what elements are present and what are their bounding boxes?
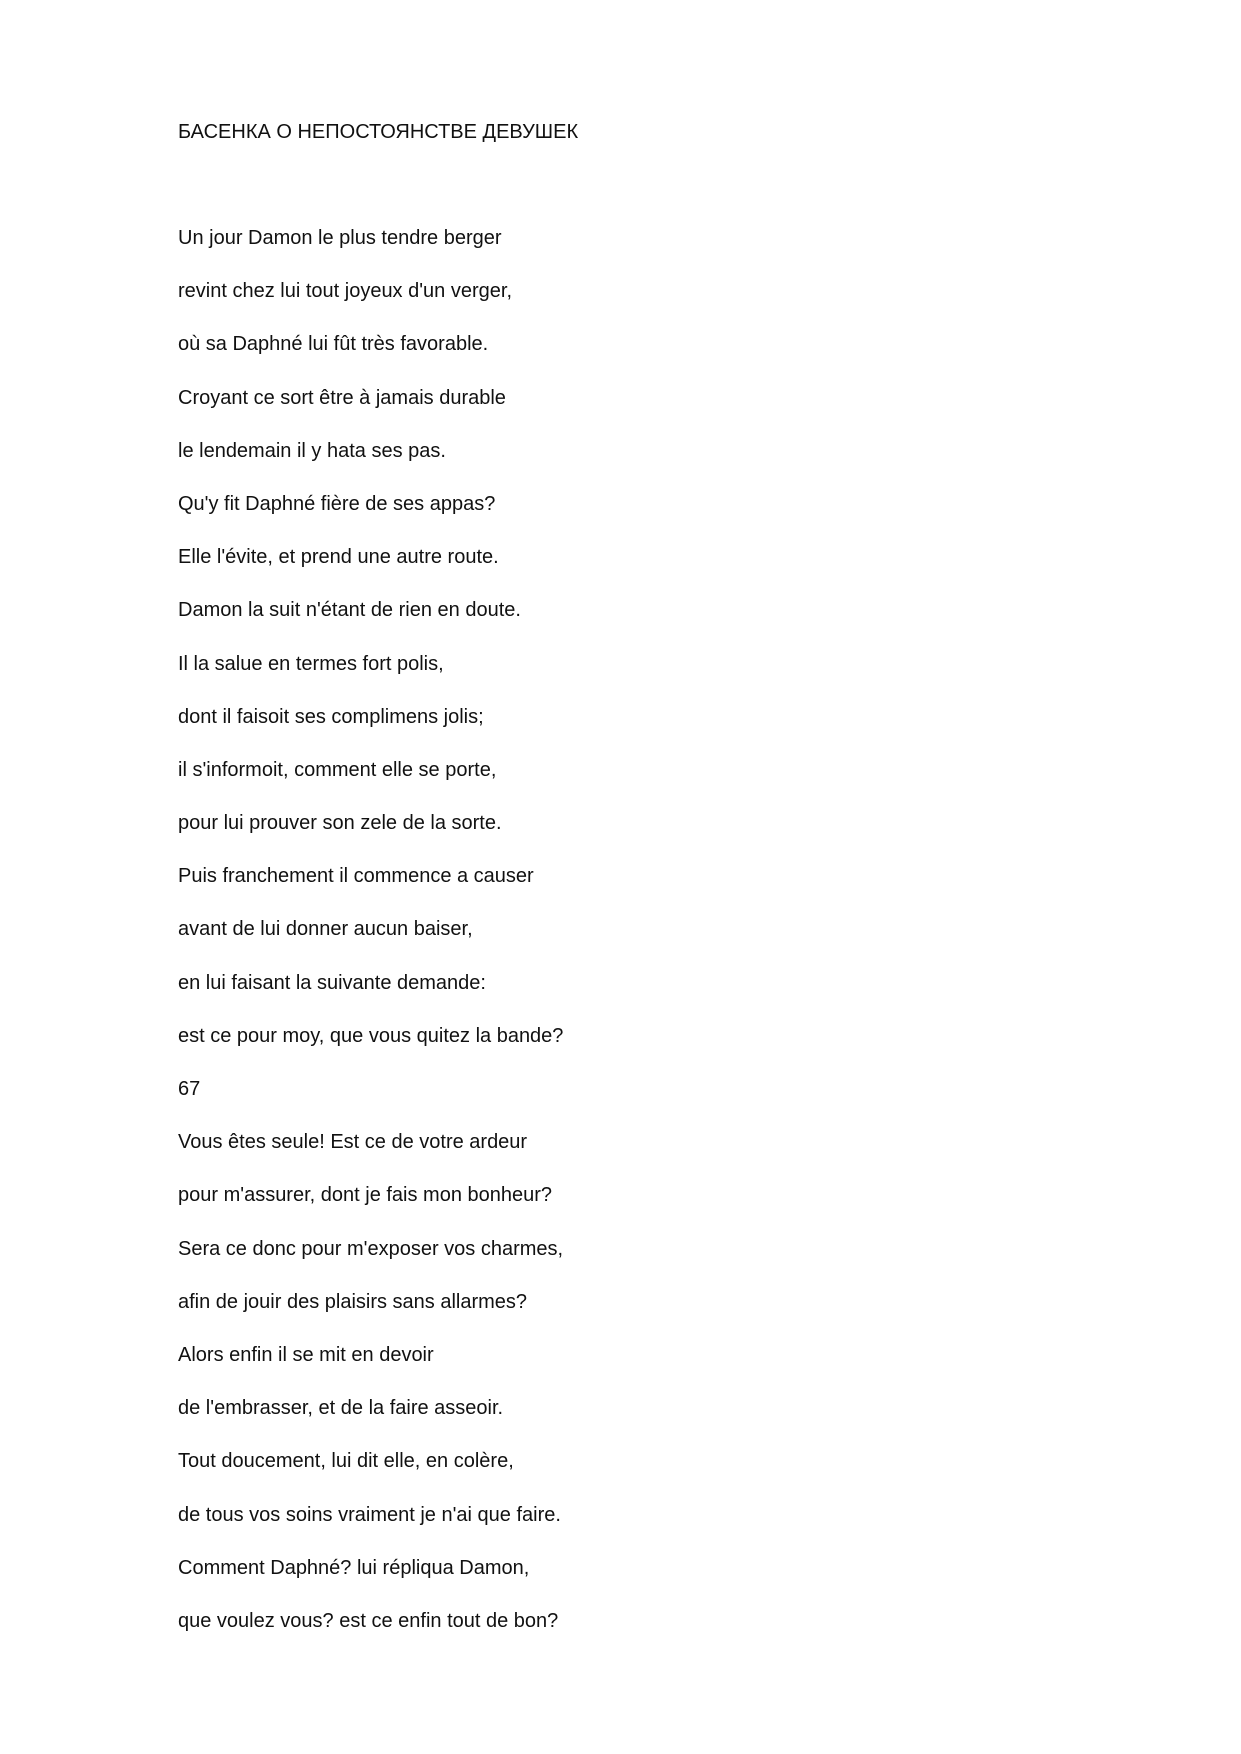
poem-line: Damon la suit n'étant de rien en doute. (178, 599, 521, 622)
poem-title: БАСЕНКА О НЕПОСТОЯНСТВЕ ДЕВУШЕК (178, 121, 579, 143)
poem-line: Un jour Damon le plus tendre berger (178, 227, 502, 249)
poem-line: de l'embrasser, et de la faire asseoir. (178, 1397, 504, 1420)
poem-line: où sa Daphné lui fût très favorable. (178, 333, 489, 356)
poem-line: revint chez lui tout joyeux d'un verger, (178, 280, 513, 303)
poem-line: avant de lui donner aucun baiser, (178, 918, 473, 941)
poem-line: Il la salue en termes fort polis, (178, 652, 444, 675)
poem-line: le lendemain il y hata ses pas. (178, 439, 446, 462)
poem-body (178, 224, 563, 1660)
poem-line: Elle l'évite, et prend une autre route. (178, 546, 499, 569)
poem-line: Alors enfin il se mit en devoir (178, 1343, 434, 1366)
poem-line: Tout doucement, lui dit elle, en colère, (178, 1450, 514, 1473)
poem-line: il s'informoit, comment elle se porte, (178, 758, 497, 781)
poem-line: Sera ce donc pour m'exposer vos charmes, (178, 1237, 564, 1260)
poem-line: Comment Daphné? lui répliqua Damon, (178, 1556, 530, 1579)
poem-line: est ce pour moy, que vous quitez la bande? (178, 1024, 564, 1047)
poem-line: que voulez vous? est ce enfin tout de bon? (178, 1609, 559, 1632)
poem-line: pour m'assurer, dont je fais mon bonheur? (178, 1184, 553, 1207)
poem-line: pour lui prouver son zele de la sorte. (178, 812, 502, 835)
poem-line: de tous vos soins vraiment je n'ai que faire. (178, 1503, 561, 1526)
poem-line: Vous êtes seule! Est ce de votre ardeur (178, 1131, 528, 1154)
poem-line: Croyant ce sort être à jamais durable (178, 386, 506, 409)
poem-line: afin de jouir des plaisirs sans allarmes? (178, 1290, 528, 1313)
poem-line: Puis franchement il commence a causer (178, 865, 534, 888)
poem-line: dont il faisoit ses complimens jolis; (178, 705, 484, 728)
poem-line: en lui faisant la suivante demande: (178, 971, 486, 994)
poem-line: Qu'y fit Daphné fière de ses appas? (178, 492, 496, 515)
page-number: 67 (178, 1078, 201, 1100)
